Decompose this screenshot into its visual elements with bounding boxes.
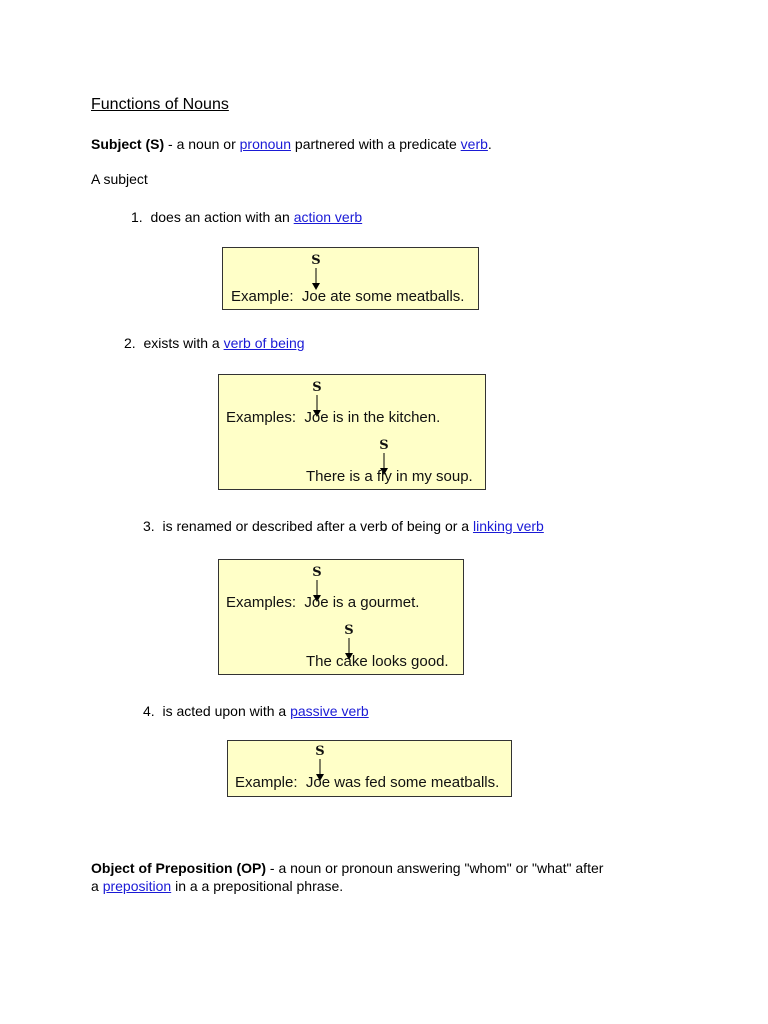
subject-def-text-3: . <box>487 136 492 152</box>
intro-text: A subject <box>91 171 148 187</box>
list-item-text: does an action with an <box>150 209 294 225</box>
example-box <box>227 740 512 797</box>
subject-marker <box>310 254 322 290</box>
example-label: Example: <box>235 774 298 791</box>
example-label: Examples: <box>226 409 297 426</box>
example-box <box>218 559 464 675</box>
verb-link[interactable]: verb <box>460 136 488 152</box>
list-item-text: exists with a <box>143 335 224 351</box>
list-item-number: 4. <box>143 703 155 719</box>
subject-marker-letter: S <box>311 253 321 268</box>
list-item-number: 1. <box>131 209 143 225</box>
subject-marker-letter: S <box>315 744 325 759</box>
example-text: Joe was fed some meatballs. <box>305 774 500 791</box>
list-item <box>131 209 362 225</box>
subject-marker-letter: S <box>379 438 389 453</box>
example-sentence <box>235 774 499 791</box>
op-def-text-2: a <box>91 878 103 894</box>
op-def-text-1: - a noun or pronoun answering "whom" or "what" after <box>266 860 604 876</box>
example-box <box>218 374 486 490</box>
op-term: Object of Preposition (OP) <box>91 860 267 876</box>
list-item-number: 2. <box>124 335 136 351</box>
pronoun-link[interactable]: pronoun <box>239 136 292 152</box>
subject-def-text-1: - a noun or <box>164 136 240 152</box>
example-text: Joe is in the kitchen. <box>304 409 441 426</box>
subject-marker-letter: S <box>344 623 354 638</box>
subject-definition <box>91 136 492 152</box>
linking-verb-link[interactable]: linking verb <box>472 518 544 534</box>
list-item-text: is acted upon with a <box>162 703 291 719</box>
op-def-text-3: in a a prepositional phrase. <box>171 878 344 894</box>
list-item-text: is renamed or described after a verb of being or a <box>162 518 473 534</box>
list-item <box>143 518 544 534</box>
list-item-number: 3. <box>143 518 155 534</box>
example-text: Joe is a gourmet. <box>304 594 420 611</box>
subject-marker-letter: S <box>312 565 322 580</box>
example-sentence <box>226 409 440 426</box>
op-definition-line-1 <box>91 860 603 876</box>
example-box <box>222 247 479 310</box>
example-text: The cake looks good. <box>306 653 449 670</box>
action-verb-link[interactable]: action verb <box>293 209 363 225</box>
list-item <box>124 335 305 351</box>
passive-verb-link[interactable]: passive verb <box>290 703 369 719</box>
example-text: Joe ate some meatballs. <box>301 288 465 305</box>
example-text: There is a fly in my soup. <box>306 468 473 485</box>
op-definition-line-2 <box>91 878 343 894</box>
subject-def-text-2: partnered with a predicate <box>291 136 461 152</box>
verb-of-being-link[interactable]: verb of being <box>223 335 305 351</box>
preposition-link[interactable]: preposition <box>102 878 172 894</box>
subject-term: Subject (S) <box>91 136 165 152</box>
example-label: Example: <box>231 288 294 305</box>
example-sentence <box>226 594 419 611</box>
page-title: Functions of Nouns <box>91 96 229 113</box>
subject-marker-letter: S <box>312 380 322 395</box>
example-sentence <box>231 288 464 305</box>
example-label: Examples: <box>226 594 297 611</box>
list-item <box>143 703 369 719</box>
